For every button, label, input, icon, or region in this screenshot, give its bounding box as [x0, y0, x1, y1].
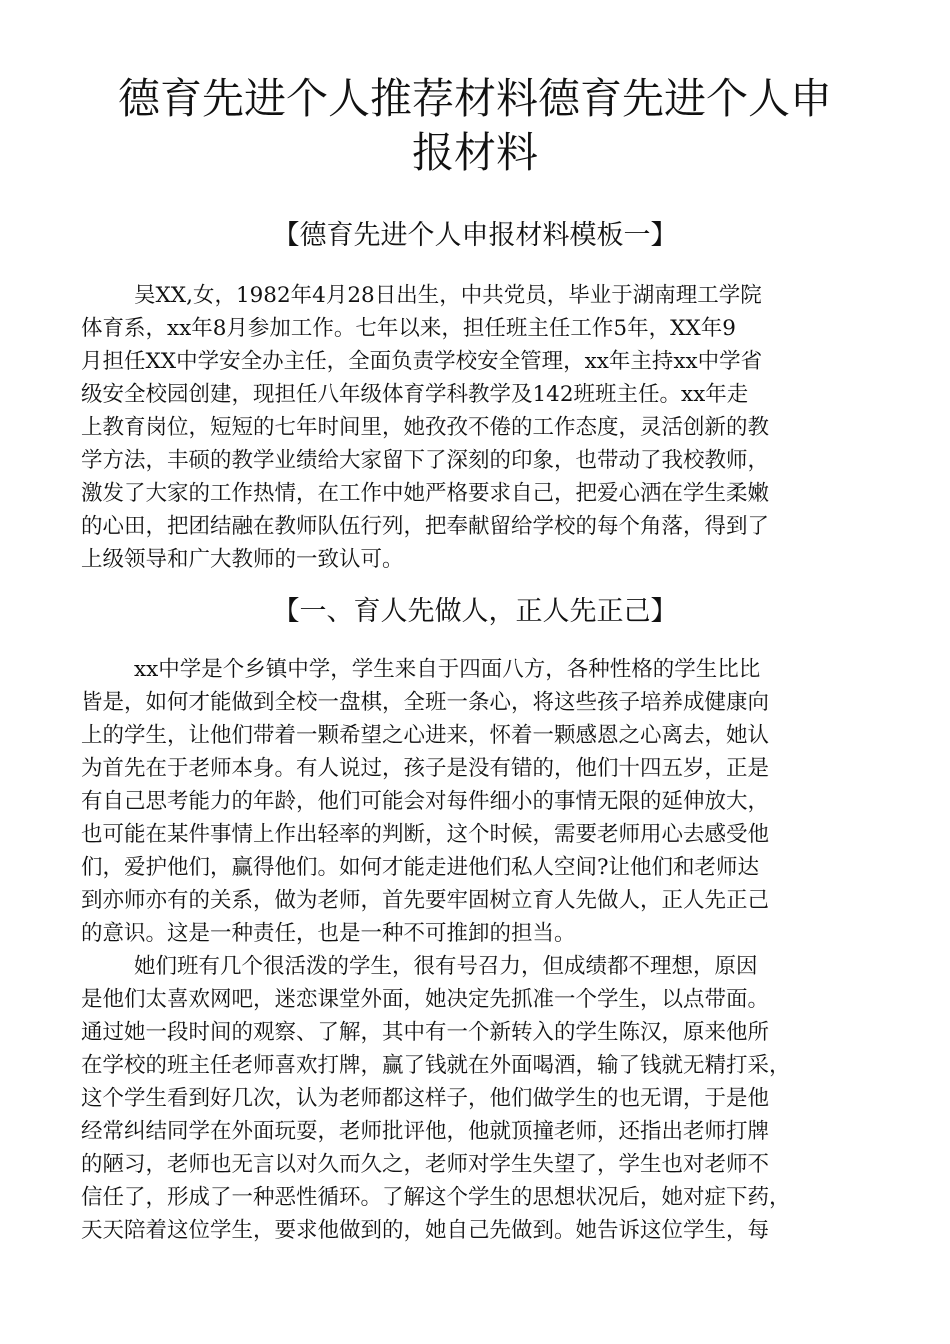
paragraph-line: 上教育岗位，短短的七年时间里，她孜孜不倦的工作态度，灵活创新的教 [81, 415, 770, 440]
paragraph-line: 皆是，如何才能做到全校一盘棋，全班一条心，将这些孩子培养成健康向 [81, 690, 770, 715]
paragraph-line: 的心田，把团结融在教师队伍行列，把奉献留给学校的每个角落，得到了 [81, 514, 770, 539]
paragraph-line: 的陋习，老师也无言以对久而久之，老师对学生失望了，学生也对老师不 [81, 1152, 770, 1177]
paragraph-line: 她们班有几个很活泼的学生，很有号召力，但成绩都不理想，原因 [134, 954, 758, 979]
section-heading-educate-by-example: 【一、育人先做人，正人先正己】 [272, 596, 678, 627]
paragraph-line: 天天陪着这位学生，要求他做到的，她自己先做到。她告诉这位学生，每 [81, 1218, 770, 1243]
paragraph-line: 的意识。这是一种责任，也是一种不可推卸的担当。 [81, 921, 576, 946]
paragraph-line: 体育系，xx年8月参加工作。七年以来，担任班主任工作5年，XX年9 [81, 316, 736, 341]
paragraph-line: 也可能在某件事情上作出轻率的判断，这个时候，需要老师用心去感受他 [81, 822, 770, 847]
paragraph-line: 学方法，丰硕的教学业绩给大家留下了深刻的印象，也带动了我校教师， [81, 448, 770, 473]
paragraph-line: 上级领导和广大教师的一致认可。 [81, 547, 404, 572]
paragraph-line: 是他们太喜欢网吧，迷恋课堂外面，她决定先抓准一个学生，以点带面。 [81, 987, 770, 1012]
paragraph-line: 通过她一段时间的观察、了解，其中有一个新转入的学生陈汉，原来他所 [81, 1020, 770, 1045]
paragraph-line: 在学校的班主任老师喜欢打牌，赢了钱就在外面喝酒，输了钱就无精打采， [81, 1053, 791, 1078]
paragraph-line: xx中学是个乡镇中学，学生来自于四面八方，各种性格的学生比比 [134, 657, 761, 682]
paragraph-line: 吴XX,女，1982年4月28日出生，中共党员，毕业于湖南理工学院 [134, 283, 762, 308]
paragraph-line: 到亦师亦有的关系，做为老师，首先要牢固树立育人先做人，正人先正己 [81, 888, 770, 913]
paragraph-line: 信任了，形成了一种恶性循环。了解这个学生的思想状况后，她对症下药， [81, 1185, 791, 1210]
paragraph-line: 为首先在于老师本身。有人说过，孩子是没有错的，他们十四五岁，正是 [81, 756, 770, 781]
paragraph-line: 们，爱护他们，赢得他们。如何才能走进他们私人空间?让他们和老师达 [81, 855, 760, 880]
paragraph-line: 有自己思考能力的年龄，他们可能会对每件细小的事情无限的延伸放大， [81, 789, 770, 814]
section-heading-template-one: 【德育先进个人申报材料模板一】 [272, 220, 678, 251]
paragraph-line: 级安全校园创建，现担任八年级体育学科教学及142班班主任。xx年走 [81, 382, 749, 407]
paragraph-line: 月担任XX中学安全办主任，全面负责学校安全管理，xx年主持xx中学省 [81, 349, 763, 374]
paragraph-line: 经常纠结同学在外面玩耍，老师批评他，他就顶撞老师，还指出老师打牌 [81, 1119, 770, 1144]
paragraph-line: 激发了大家的工作热情，在工作中她严格要求自己，把爱心洒在学生柔嫩 [81, 481, 770, 506]
document-title-line-2: 报材料 [411, 128, 538, 177]
paragraph-line: 这个学生看到好几次，认为老师都这样子，他们做学生的也无谓，于是他 [81, 1086, 770, 1111]
paragraph-line: 上的学生，让他们带着一颗希望之心进来，怀着一颗感恩之心离去，她认 [81, 723, 770, 748]
document-title-line-1: 德育先进个人推荐材料德育先进个人申 [117, 74, 832, 123]
